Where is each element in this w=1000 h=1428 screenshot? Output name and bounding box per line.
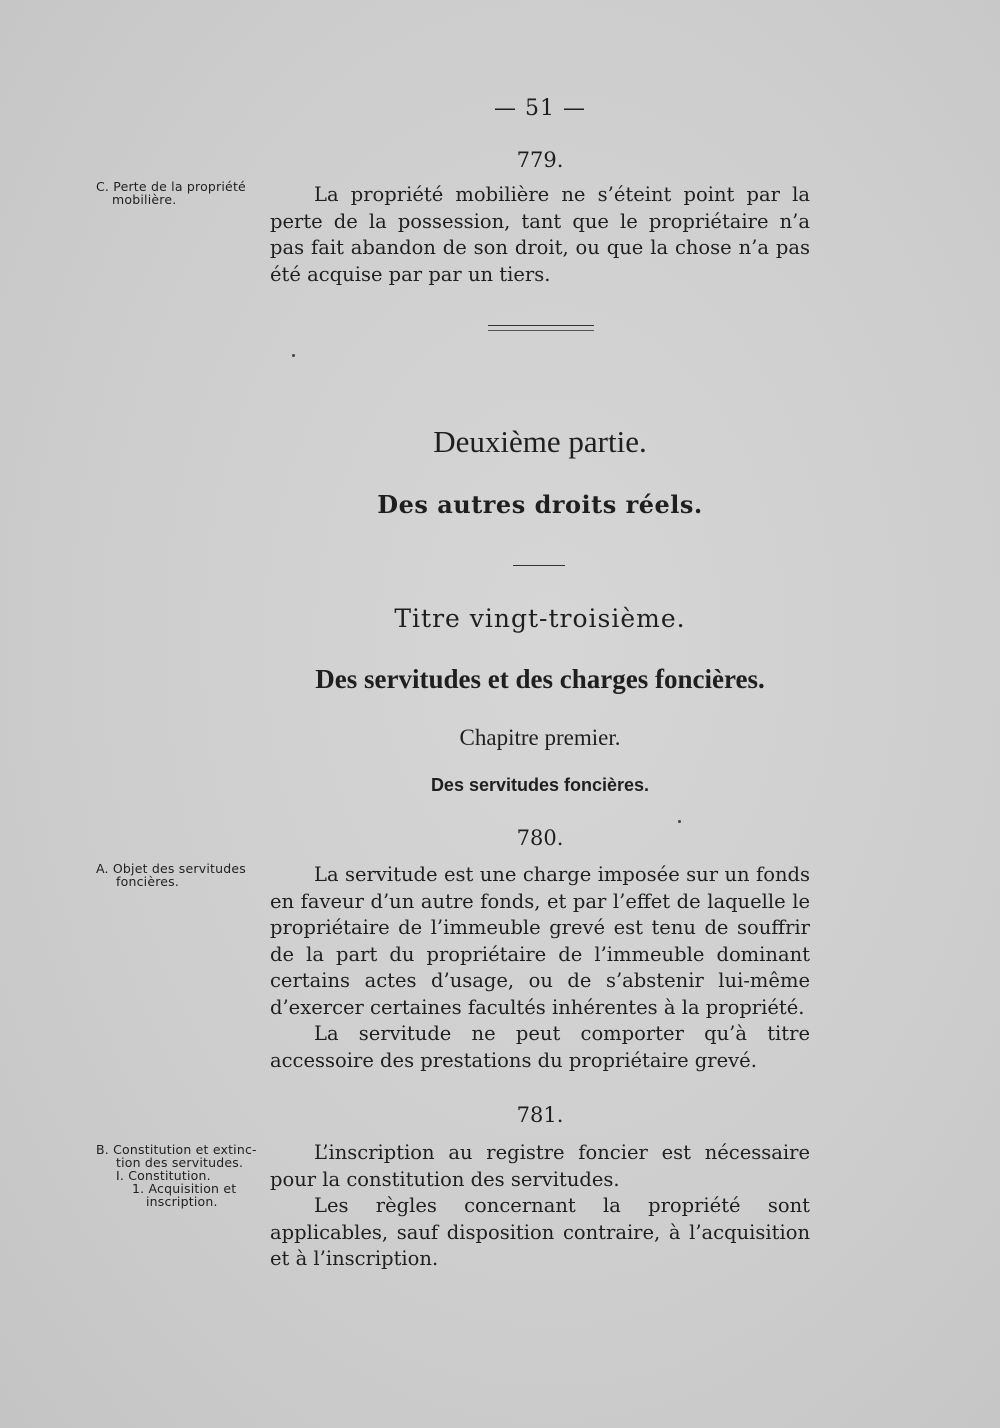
margin-note-line: I. Constitution. — [116, 1168, 211, 1183]
margin-note-line: inscription. — [146, 1194, 218, 1209]
paragraph: La servitude est une charge imposée sur un fonds en faveur d’un autre fonds, et par l’effet de laquelle le propriétaire de l’immeuble grevé est tenu de souffrir de la part du propriétaire de l’immeuble dominant certains actes d’usage, ou de s’abstenir lui-même d’exercer certaines facultés inhérentes à la propriété. — [270, 863, 810, 1019]
margin-note-line: C. Perte de la propriété — [96, 179, 246, 194]
part-subtitle: Des autres droits réels. — [377, 490, 703, 519]
margin-note-line: mobilière. — [112, 192, 177, 207]
article-number-780: 780. — [516, 826, 564, 850]
part-title: Deuxième partie. — [433, 424, 647, 459]
chapter-subheading: Des servitudes foncières. — [430, 775, 650, 795]
paragraph: L’inscription au registre foncier est nécessaire pour la constitution des servitudes. — [270, 1141, 810, 1191]
title-heading: Titre vingt-troisième. — [394, 604, 686, 633]
chapter-heading: Chapitre premier. — [459, 725, 621, 750]
margin-note-779 — [96, 180, 246, 206]
ink-speck — [678, 820, 681, 823]
page-number: — 51 — — [494, 96, 586, 121]
article-text-779 — [270, 182, 810, 288]
rule-divider — [513, 565, 565, 566]
margin-note-line: A. Objet des servitudes — [96, 861, 246, 876]
margin-note-line: B. Constitution et extinc- — [96, 1142, 257, 1157]
article-text-780 — [270, 862, 810, 1074]
article-number-781: 781. — [516, 1103, 564, 1127]
ink-speck — [292, 354, 295, 357]
article-text-781 — [270, 1140, 810, 1273]
margin-note-line: tion des servitudes. — [116, 1155, 244, 1170]
margin-note-781 — [96, 1143, 257, 1208]
margin-note-780 — [96, 862, 246, 888]
title-subheading: Des servitudes et des charges foncières. — [315, 664, 765, 694]
article-number-779: 779. — [516, 148, 564, 172]
paragraph: La servitude ne peut comporter qu’à titre accessoire des prestations du propriétaire grevé. — [270, 1022, 810, 1072]
margin-note-line: 1. Acquisition et — [132, 1181, 237, 1196]
margin-note-line: foncières. — [116, 874, 180, 889]
paragraph: Les règles concernant la propriété sont applicables, sauf disposition contraire, à l’acquisition et à l’inscription. — [270, 1194, 810, 1270]
double-rule-divider — [488, 325, 594, 331]
paragraph: La propriété mobilière ne s’éteint point par la perte de la possession, tant que le propriétaire n’a pas fait abandon de son droit, ou que la chose n’a pas été acquise par par un tiers. — [270, 183, 810, 286]
